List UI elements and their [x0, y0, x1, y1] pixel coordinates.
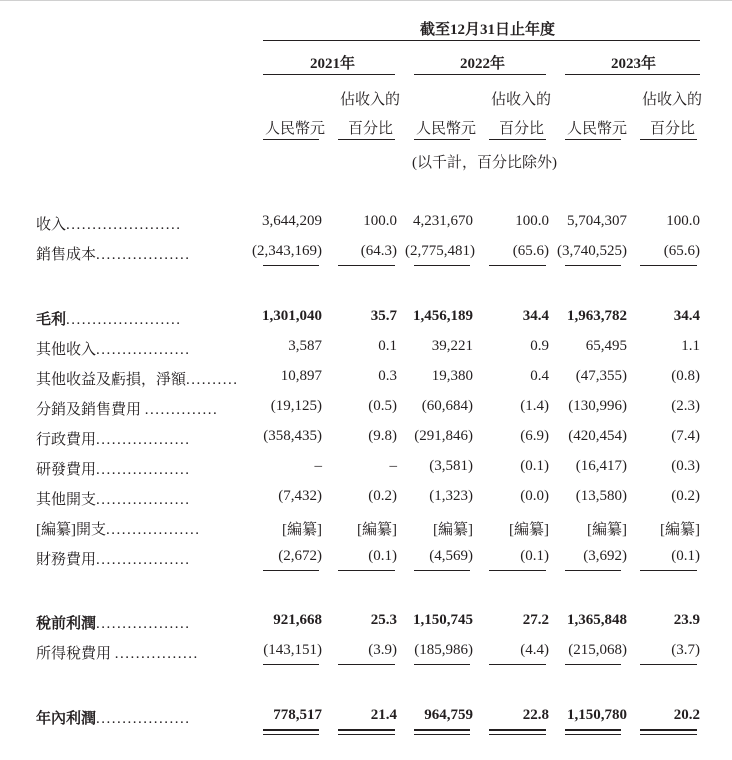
cost-of-sales-2023-rmb: (3,740,525)	[557, 243, 627, 259]
pbt-2023-rmb: 1,365,848	[567, 612, 627, 628]
row-label-admin-expenses: 行政費用..................	[36, 432, 191, 448]
finance-2021-pct: (0.1)	[368, 548, 397, 564]
selling-2022-pct: (1.4)	[520, 398, 549, 414]
admin-2022-rmb: (291,846)	[414, 428, 473, 444]
period-title: 截至12月31日止年度	[420, 22, 556, 38]
admin-2023-rmb: (420,454)	[568, 428, 627, 444]
total-double-rule	[489, 729, 546, 731]
subtotal-rule	[565, 664, 621, 665]
revenue-2023-pct: 100.0	[666, 213, 700, 229]
pct-header-2021-line2: 百分比	[348, 121, 394, 137]
unit-note: (以千計，百分比除外)	[412, 155, 557, 171]
total-double-rule	[263, 734, 319, 735]
subtotal-rule	[263, 664, 319, 665]
currency-header-2021: 人民幣元	[265, 121, 326, 137]
selling-2021-pct: (0.5)	[368, 398, 397, 414]
gross-profit-2021-pct: 35.7	[370, 308, 397, 324]
subtotal-rule	[489, 664, 546, 665]
other-income-2022-rmb: 39,221	[431, 338, 473, 354]
pct-rule-2022	[489, 139, 546, 140]
other-exp-2021-pct: (0.2)	[368, 488, 397, 504]
gross-profit-2022-pct: 34.4	[522, 308, 549, 324]
cost-of-sales-2023-pct: (65.6)	[663, 243, 700, 259]
redacted-2022-rmb: [編纂]	[433, 522, 473, 538]
subtotal-rule	[640, 664, 697, 665]
pbt-2022-rmb: 1,150,745	[413, 612, 473, 628]
total-double-rule	[414, 729, 470, 731]
gross-profit-2022-rmb: 1,456,189	[413, 308, 473, 324]
period-rule	[263, 40, 700, 41]
subtotal-rule	[338, 664, 395, 665]
row-label-finance-costs: 財務費用..................	[36, 552, 191, 568]
gross-profit-2023-rmb: 1,963,782	[567, 308, 627, 324]
currency-header-2023: 人民幣元	[567, 121, 628, 137]
revenue-2022-pct: 100.0	[515, 213, 549, 229]
admin-2022-pct: (6.9)	[520, 428, 549, 444]
pct-rule-2023	[640, 139, 697, 140]
redacted-2023-rmb: [編纂]	[587, 522, 627, 538]
year-rule-2022	[414, 74, 546, 75]
other-income-2021-rmb: 3,587	[288, 338, 322, 354]
tax-2023-pct: (3.7)	[671, 642, 700, 658]
year-2021: 2021年	[310, 56, 356, 72]
redacted-2023-pct: [編纂]	[660, 522, 700, 538]
other-income-2023-rmb: 65,495	[585, 338, 627, 354]
row-label-other-gains-losses: 其他收益及虧損，淨額..........	[36, 372, 239, 388]
finance-2023-rmb: (3,692)	[583, 548, 627, 564]
pbt-2021-pct: 25.3	[370, 612, 397, 628]
year-2023: 2023年	[611, 56, 657, 72]
admin-2021-rmb: (358,435)	[263, 428, 322, 444]
subtotal-rule	[565, 265, 621, 266]
rnd-2021-rmb: –	[314, 458, 322, 474]
other-income-2021-pct: 0.1	[378, 338, 397, 354]
pct-header-2023-line2: 百分比	[650, 121, 696, 137]
finance-2022-rmb: (4,569)	[429, 548, 473, 564]
row-label-other-expenses: 其他開支..................	[36, 492, 191, 508]
pbt-2022-pct: 27.2	[522, 612, 549, 628]
row-label-cost-of-sales: 銷售成本..................	[36, 247, 191, 263]
row-label-revenue: 收入......................	[36, 217, 182, 233]
pct-header-2022-line2: 百分比	[499, 121, 545, 137]
subtotal-rule	[338, 570, 395, 571]
redacted-2021-rmb: [編纂]	[282, 522, 322, 538]
cost-of-sales-2022-rmb: (2,775,481)	[405, 243, 475, 259]
pbt-2021-rmb: 921,668	[273, 612, 322, 628]
other-gains-2023-rmb: (47,355)	[575, 368, 627, 384]
subtotal-rule	[263, 570, 319, 571]
subtotal-rule	[263, 265, 319, 266]
redacted-2021-pct: [編纂]	[357, 522, 397, 538]
gross-profit-2021-rmb: 1,301,040	[262, 308, 322, 324]
row-label-income-tax: 所得稅費用 ................	[36, 646, 199, 662]
subtotal-rule	[414, 664, 470, 665]
currency-rule-2023	[565, 139, 621, 140]
rnd-2023-pct: (0.3)	[671, 458, 700, 474]
other-exp-2022-rmb: (1,323)	[429, 488, 473, 504]
row-label-gross-profit: 毛利......................	[36, 312, 182, 328]
total-double-rule	[338, 734, 395, 735]
tax-2022-rmb: (185,986)	[414, 642, 473, 658]
tax-2021-pct: (3.9)	[368, 642, 397, 658]
rnd-2022-rmb: (3,581)	[429, 458, 473, 474]
profit-2022-pct: 22.8	[522, 707, 549, 723]
total-double-rule	[263, 729, 319, 731]
pct-header-2023-line1: 佔收入的	[642, 92, 703, 108]
profit-2022-rmb: 964,759	[424, 707, 473, 723]
total-double-rule	[640, 729, 697, 731]
profit-2021-pct: 21.4	[370, 707, 397, 723]
row-label-distribution-selling: 分銷及銷售費用 ..............	[36, 402, 219, 418]
selling-2023-pct: (2.3)	[671, 398, 700, 414]
revenue-2023-rmb: 5,704,307	[567, 213, 627, 229]
profit-2023-rmb: 1,150,780	[567, 707, 627, 723]
total-double-rule	[565, 729, 621, 731]
subtotal-rule	[414, 265, 470, 266]
subtotal-rule	[338, 265, 395, 266]
finance-2021-rmb: (2,672)	[278, 548, 322, 564]
profit-2021-rmb: 778,517	[273, 707, 322, 723]
row-label-profit-before-tax: 稅前利潤..................	[36, 616, 191, 632]
other-income-2023-pct: 1.1	[681, 338, 700, 354]
year-2022: 2022年	[460, 56, 506, 72]
redacted-2022-pct: [編纂]	[509, 522, 549, 538]
profit-2023-pct: 20.2	[673, 707, 700, 723]
tax-2021-rmb: (143,151)	[263, 642, 322, 658]
admin-2021-pct: (9.8)	[368, 428, 397, 444]
other-gains-2022-rmb: 19,380	[431, 368, 473, 384]
rnd-2021-pct: –	[389, 458, 397, 474]
total-double-rule	[338, 729, 395, 731]
other-gains-2022-pct: 0.4	[530, 368, 549, 384]
total-double-rule	[565, 734, 621, 735]
rnd-2023-rmb: (16,417)	[575, 458, 627, 474]
total-double-rule	[640, 734, 697, 735]
finance-2023-pct: (0.1)	[671, 548, 700, 564]
rnd-2022-pct: (0.1)	[520, 458, 549, 474]
cost-of-sales-2022-pct: (65.6)	[512, 243, 549, 259]
cost-of-sales-2021-pct: (64.3)	[360, 243, 397, 259]
page-top-border	[0, 0, 732, 1]
other-exp-2023-pct: (0.2)	[671, 488, 700, 504]
subtotal-rule	[640, 265, 697, 266]
other-exp-2023-rmb: (13,580)	[575, 488, 627, 504]
gross-profit-2023-pct: 34.4	[673, 308, 700, 324]
currency-rule-2022	[414, 139, 470, 140]
revenue-2021-pct: 100.0	[363, 213, 397, 229]
revenue-2021-rmb: 3,644,209	[262, 213, 322, 229]
other-income-2022-pct: 0.9	[530, 338, 549, 354]
pbt-2023-pct: 23.9	[673, 612, 700, 628]
subtotal-rule	[640, 570, 697, 571]
subtotal-rule	[489, 570, 546, 571]
other-exp-2022-pct: (0.0)	[520, 488, 549, 504]
row-label-profit-for-year: 年內利潤..................	[36, 711, 191, 727]
pct-header-2021-line1: 佔收入的	[340, 92, 401, 108]
row-label-rnd-expenses: 研發費用..................	[36, 462, 191, 478]
row-label-redacted-expenses: [編纂]開支..................	[36, 522, 201, 538]
tax-2022-pct: (4.4)	[520, 642, 549, 658]
row-label-other-income: 其他收入..................	[36, 342, 191, 358]
admin-2023-pct: (7.4)	[671, 428, 700, 444]
year-rule-2023	[565, 74, 700, 75]
pct-header-2022-line1: 佔收入的	[491, 92, 552, 108]
tax-2023-rmb: (215,068)	[568, 642, 627, 658]
subtotal-rule	[414, 570, 470, 571]
cost-of-sales-2021-rmb: (2,343,169)	[252, 243, 322, 259]
selling-2022-rmb: (60,684)	[421, 398, 473, 414]
total-double-rule	[489, 734, 546, 735]
selling-2021-rmb: (19,125)	[270, 398, 322, 414]
selling-2023-rmb: (130,996)	[568, 398, 627, 414]
pct-rule-2021	[338, 139, 395, 140]
subtotal-rule	[489, 265, 546, 266]
other-exp-2021-rmb: (7,432)	[278, 488, 322, 504]
currency-header-2022: 人民幣元	[416, 121, 477, 137]
other-gains-2021-pct: 0.3	[378, 368, 397, 384]
other-gains-2021-rmb: 10,897	[280, 368, 322, 384]
finance-2022-pct: (0.1)	[520, 548, 549, 564]
currency-rule-2021	[263, 139, 319, 140]
revenue-2022-rmb: 4,231,670	[413, 213, 473, 229]
total-double-rule	[414, 734, 470, 735]
subtotal-rule	[565, 570, 621, 571]
year-rule-2021	[263, 74, 395, 75]
other-gains-2023-pct: (0.8)	[671, 368, 700, 384]
